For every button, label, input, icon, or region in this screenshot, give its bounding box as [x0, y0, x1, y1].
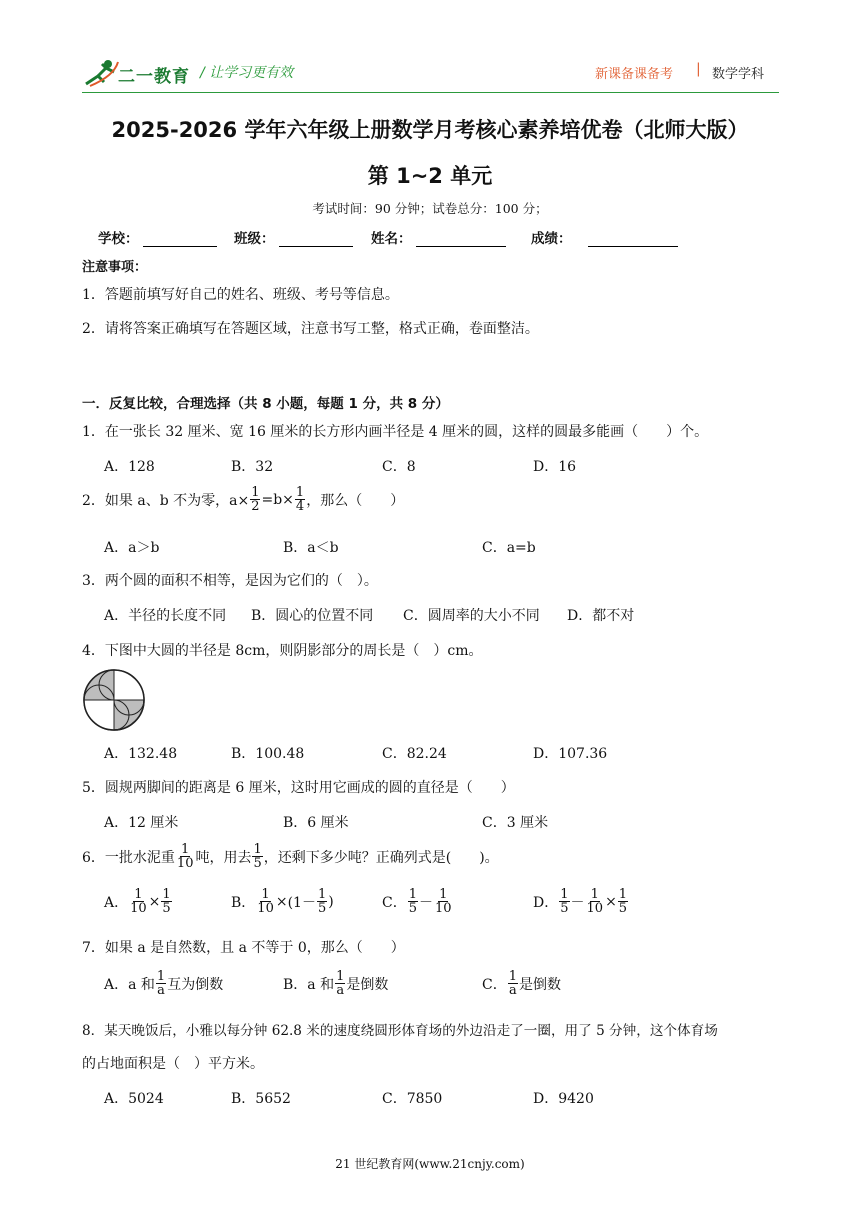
q6-suffix: ，还剩下多少吨？正确列式是( )。 [263, 849, 499, 866]
den: 10 [257, 901, 274, 916]
q7-option-a[interactable] [104, 970, 223, 997]
q7-b-pre: B．a 和 [283, 976, 335, 993]
q6-c-frac2 [434, 888, 453, 915]
num: 1 [134, 887, 143, 902]
q8-option-c[interactable]: C．7850 [382, 1091, 443, 1107]
q6-c-frac1 [408, 888, 418, 915]
q2-suffix: ，那么（ ） [306, 492, 405, 509]
q1-option-a[interactable]: A．128 [104, 459, 155, 475]
den: a [336, 983, 345, 998]
q6-d-label: D． [533, 894, 559, 911]
q1-option-d[interactable]: D．16 [533, 459, 577, 475]
den: 5 [560, 901, 569, 916]
q2-f1-den: 2 [251, 499, 260, 514]
question-6-stem [82, 843, 499, 870]
num: 1 [408, 887, 417, 902]
den: 5 [618, 901, 628, 916]
question-7-stem: 7．如果 a 是自然数，且 a 不等于 0，那么（ ） [82, 940, 405, 956]
q6-w-den: 10 [176, 856, 194, 871]
q2-option-c[interactable]: C．a=b [482, 540, 536, 556]
num: 1 [508, 969, 517, 984]
page-title: 2025-2026 学年六年级上册数学月考核心素养培优卷（北师大版） [111, 118, 749, 142]
q4-option-d[interactable]: D．107.36 [533, 746, 608, 762]
q6-c-label: C． [382, 894, 407, 911]
name-label: 姓名： [371, 231, 412, 247]
q2-prefix: 2．如果 a、b 不为零，a× [82, 492, 250, 509]
q2-f2-den: 4 [295, 499, 305, 514]
q8-option-a[interactable]: A．5024 [104, 1091, 164, 1107]
page-subtitle: 第 1~2 单元 [367, 164, 493, 188]
q1-option-c[interactable]: C．8 [382, 459, 416, 475]
score-blank[interactable] [588, 232, 678, 247]
q6-u-den: 5 [253, 856, 262, 871]
class-field[interactable] [234, 227, 353, 247]
minus-sign: － [570, 894, 585, 911]
q6-d-frac1 [559, 888, 569, 915]
exam-info: 考试时间：90 分钟；试卷总分：100 分； [312, 201, 548, 216]
q7-c-frac [508, 970, 518, 997]
q7-b-post: 是倒数 [346, 976, 389, 993]
right-paren: ) [328, 893, 334, 910]
num: 1 [162, 887, 171, 902]
q5-option-a[interactable]: A．12 厘米 [104, 815, 179, 831]
q3-option-b[interactable]: B．圆心的位置不同 [251, 608, 374, 624]
q7-a-post: 互为倒数 [167, 976, 224, 993]
q6-b-frac2 [317, 888, 327, 915]
den: 10 [586, 901, 604, 916]
question-3-stem: 3．两个圆的面积不相等，是因为它们的（ ）。 [82, 573, 378, 589]
school-blank[interactable] [143, 232, 217, 247]
header-separator: | [696, 61, 701, 77]
q2-fraction-1 [250, 486, 260, 513]
question-8-stem-line2: 的占地面积是（ ）平方米。 [82, 1056, 264, 1072]
name-blank[interactable] [416, 232, 506, 247]
score-label: 成绩： [531, 231, 572, 247]
header-tag-subject: 数学学科 [712, 67, 765, 82]
q6-w-num: 1 [181, 842, 190, 857]
class-label: 班级： [234, 231, 275, 247]
logo-text: 二一教育 [118, 67, 190, 87]
den: 5 [162, 901, 171, 916]
q6-mid: 吨，用去 [195, 849, 252, 866]
q2-mid: =b× [261, 491, 294, 508]
q3-option-d[interactable]: D．都不对 [567, 608, 635, 624]
num: 1 [560, 887, 569, 902]
num: 1 [439, 887, 448, 902]
name-field[interactable] [371, 227, 506, 247]
minus-sign: － [419, 894, 433, 911]
q7-a-pre: A．a 和 [104, 976, 155, 993]
q7-b-frac [335, 970, 345, 997]
q7-option-b[interactable] [283, 970, 388, 997]
q3-option-c[interactable]: C．圆周率的大小不同 [403, 608, 540, 624]
den: a [157, 983, 165, 998]
q6-option-a[interactable] [104, 888, 173, 915]
den: 10 [130, 901, 147, 916]
slogan: / 让学习更有效 [200, 65, 294, 81]
q6-option-b[interactable] [231, 888, 334, 915]
q3-option-a[interactable]: A．半径的长度不同 [104, 608, 227, 624]
q8-option-d[interactable]: D．9420 [533, 1091, 594, 1107]
times-sign: × [275, 893, 288, 910]
q6-option-c[interactable] [382, 888, 454, 915]
times-sign: × [605, 893, 617, 910]
page-header [0, 0, 860, 95]
den: 5 [408, 901, 417, 916]
num: 1 [618, 887, 628, 902]
notice-heading: 注意事项： [82, 260, 148, 275]
q6-u-num: 1 [253, 842, 262, 857]
q6-used-fraction [252, 843, 262, 870]
q6-a-frac1 [129, 888, 148, 915]
num: 1 [317, 887, 327, 902]
q2-option-b[interactable]: B．a＜b [283, 540, 339, 556]
q2-option-a[interactable]: A．a＞b [104, 540, 160, 556]
header-tag-courseware: 新课备课备考 [595, 67, 674, 82]
num: 1 [590, 887, 599, 902]
q7-option-c[interactable] [482, 970, 561, 997]
page-footer: 21 世纪教育网(www.21cnjy.com) [335, 1157, 525, 1171]
q5-option-c[interactable]: C．3 厘米 [482, 815, 549, 831]
school-label: 学校： [98, 231, 139, 247]
q2-fraction-2 [295, 486, 305, 513]
q6-b-label: B． [231, 894, 256, 911]
num: 1 [261, 887, 270, 902]
q1-option-b[interactable]: B．32 [231, 459, 274, 475]
q7-c-post: 是倒数 [519, 976, 561, 993]
q6-a-label: A． [104, 894, 129, 911]
q7-c-pre: C． [482, 976, 507, 993]
den: 5 [317, 901, 327, 916]
notice-item-1: 1．答题前填写好自己的姓名、班级、考号等信息。 [82, 287, 399, 303]
notice-item-2: 2．请将答案正确填写在答题区域，注意书写工整，格式正确，卷面整洁。 [82, 321, 539, 337]
header-divider [82, 92, 779, 93]
q6-d-frac2 [586, 888, 605, 915]
section-heading: 一．反复比较，合理选择（共 8 小题，每题 1 分，共 8 分） [82, 396, 449, 412]
q6-weight-fraction [176, 843, 195, 870]
num: 1 [156, 969, 166, 984]
q6-a-frac2 [161, 888, 171, 915]
question-1-stem: 1．在一张长 32 厘米、宽 16 厘米的长方形内画半径是 4 厘米的圆，这样的圆最多能画（ ）个。 [82, 424, 709, 440]
left-paren: (1－ [287, 894, 316, 911]
q4-option-b[interactable]: B．100.48 [231, 746, 305, 762]
q2-f1-num: 1 [251, 485, 260, 500]
question-5-stem: 5．圆规两脚间的距离是 6 厘米，这时用它画成的圆的直径是（ ） [82, 780, 515, 796]
q8-option-b[interactable]: B．5652 [231, 1091, 291, 1107]
q5-option-b[interactable]: B．6 厘米 [283, 815, 349, 831]
question-2-stem [82, 486, 404, 513]
den: 10 [435, 901, 452, 916]
school-field[interactable] [98, 227, 217, 247]
num: 1 [336, 969, 345, 984]
q6-d-frac3 [618, 888, 628, 915]
q6-b-frac1 [256, 888, 275, 915]
question-4-stem: 4．下图中大圆的半径是 8cm，则阴影部分的周长是（ ）cm。 [82, 643, 483, 659]
class-blank[interactable] [279, 232, 353, 247]
q6-prefix: 6．一批水泥重 [82, 849, 175, 866]
times-sign: × [148, 893, 161, 910]
q7-a-frac [156, 970, 166, 997]
den: a [508, 983, 517, 998]
q2-f2-num: 1 [295, 485, 305, 500]
q4-option-c[interactable]: C．82.24 [382, 746, 447, 762]
q6-option-d[interactable] [533, 888, 629, 915]
score-field[interactable] [531, 227, 678, 247]
q4-option-a[interactable]: A．132.48 [104, 746, 178, 762]
question-8-stem-line1: 8．某天晚饭后，小雅以每分钟 62.8 米的速度绕圆形体育场的外边沿走了一圈，用了 5 分钟，这个体育场 [82, 1023, 718, 1039]
circle-figure [82, 668, 146, 732]
